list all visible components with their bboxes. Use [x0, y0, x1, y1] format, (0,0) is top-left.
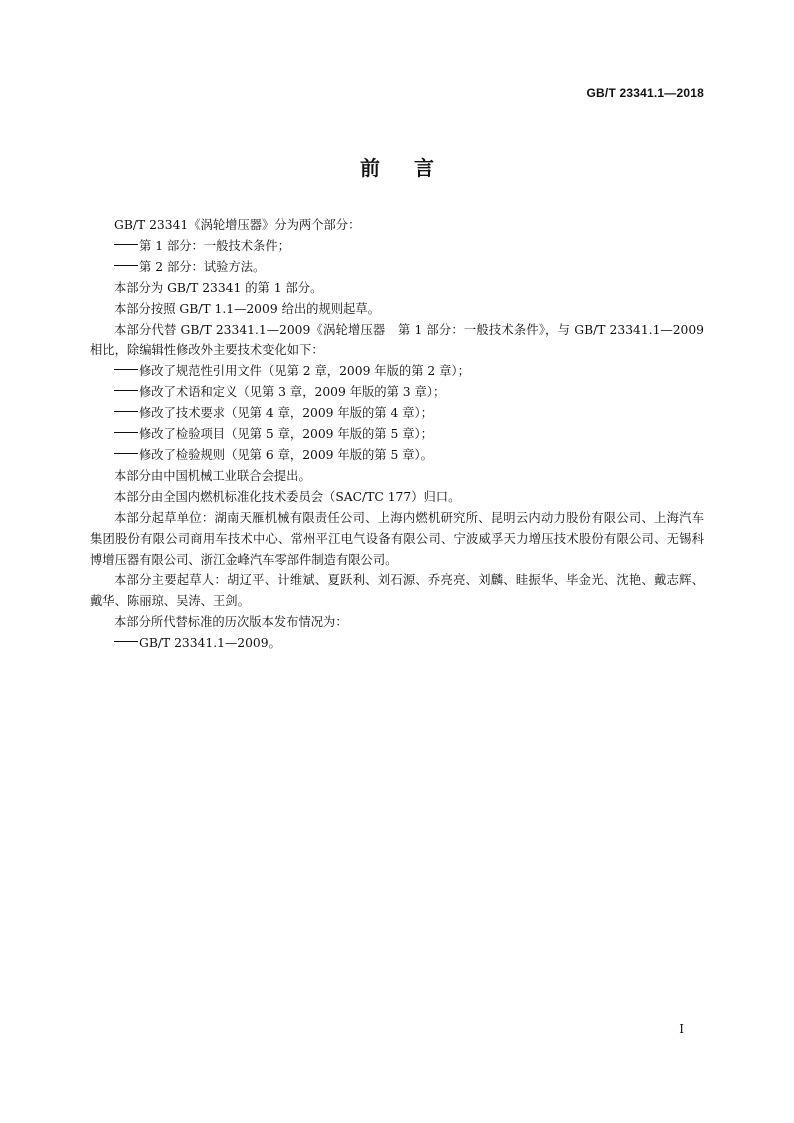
paragraph-text: 本部分所代替标准的历次版本发布情况为： [114, 615, 348, 630]
paragraph-text: GB/T 23341.1—2009。 [139, 636, 281, 651]
list-item [90, 236, 704, 257]
paragraph-text: 修改了术语和定义（见第 3 章，2009 年版的第 3 章）； [139, 385, 446, 400]
list-item [90, 382, 704, 403]
paragraph [90, 570, 704, 612]
list-item [90, 361, 704, 382]
list-item [90, 445, 704, 466]
page-title: 前言 [360, 156, 468, 180]
em-dash-marker [114, 390, 138, 391]
paragraph-text: 本部分由中国机械工业联合会提出。 [114, 468, 311, 483]
paragraph-text: 修改了规范性引用文件（见第 2 章，2009 年版的第 2 章）； [139, 364, 470, 379]
paragraph [90, 299, 704, 320]
paragraph-text: 修改了技术要求（见第 4 章，2009 年版的第 4 章）； [139, 406, 433, 421]
paragraph-text: 本部分代替 GB/T 23341.1—2009《涡轮增压器 第 1 部分：一般技术条件》，与 GB/T 23341.1—2009 相比，除编辑性修改外主要技术变化如下： [90, 322, 704, 358]
paragraph [90, 278, 704, 299]
paragraph-text: 修改了检验规则（见第 6 章，2009 年版的第 5 章）。 [139, 447, 433, 462]
paragraph-text: 本部分由全国内燃机标准化技术委员会（SAC/TC 177）归口。 [114, 489, 461, 504]
em-dash-marker [114, 369, 138, 370]
em-dash-marker [114, 641, 138, 642]
list-item [90, 257, 704, 278]
standard-number: GB/T 23341.1—2018 [586, 86, 704, 100]
paragraph-text: GB/T 23341《涡轮增压器》分为两个部分： [114, 218, 361, 232]
list-item [90, 424, 704, 445]
paragraph-text: 修改了检验项目（见第 5 章，2009 年版的第 5 章）； [139, 427, 433, 442]
paragraph [90, 320, 704, 362]
em-dash-marker [114, 244, 138, 245]
paragraph [90, 215, 704, 236]
page-number: I [679, 1022, 684, 1036]
paragraph-text: 本部分按照 GB/T 1.1—2009 给出的规则起草。 [114, 301, 380, 316]
em-dash-marker [114, 265, 138, 266]
em-dash-marker [114, 432, 138, 433]
paragraph-text: 本部分起草单位：湖南天雁机械有限责任公司、上海内燃机研究所、昆明云内动力股份有限公司、上海汽车集团股份有限公司商用车技术中心、常州平江电气设备有限公司、宁波威孚天力增压技术股份有限公司、无锡科博增压器有限公司、浙江金峰汽车零部件制造有限公司。 [90, 510, 704, 567]
paragraph [90, 487, 704, 508]
paragraph-text: 第 1 部分：一般技术条件； [139, 238, 290, 253]
paragraph [90, 508, 704, 571]
list-item [90, 633, 704, 654]
paragraph [90, 612, 704, 633]
paragraph-text: 本部分主要起草人：胡辽平、计维斌、夏跃利、刘石源、乔亮亮、刘麟、眭振华、毕金光、沈艳、戴志辉、戴华、陈丽琼、吴涛、王剑。 [90, 573, 704, 609]
list-item [90, 403, 704, 424]
em-dash-marker [114, 411, 138, 412]
paragraph-text: 第 2 部分：试验方法。 [139, 259, 266, 274]
paragraph-text: 本部分为 GB/T 23341 的第 1 部分。 [114, 280, 323, 295]
em-dash-marker [114, 453, 138, 454]
foreword-body [90, 215, 704, 654]
paragraph [90, 466, 704, 487]
